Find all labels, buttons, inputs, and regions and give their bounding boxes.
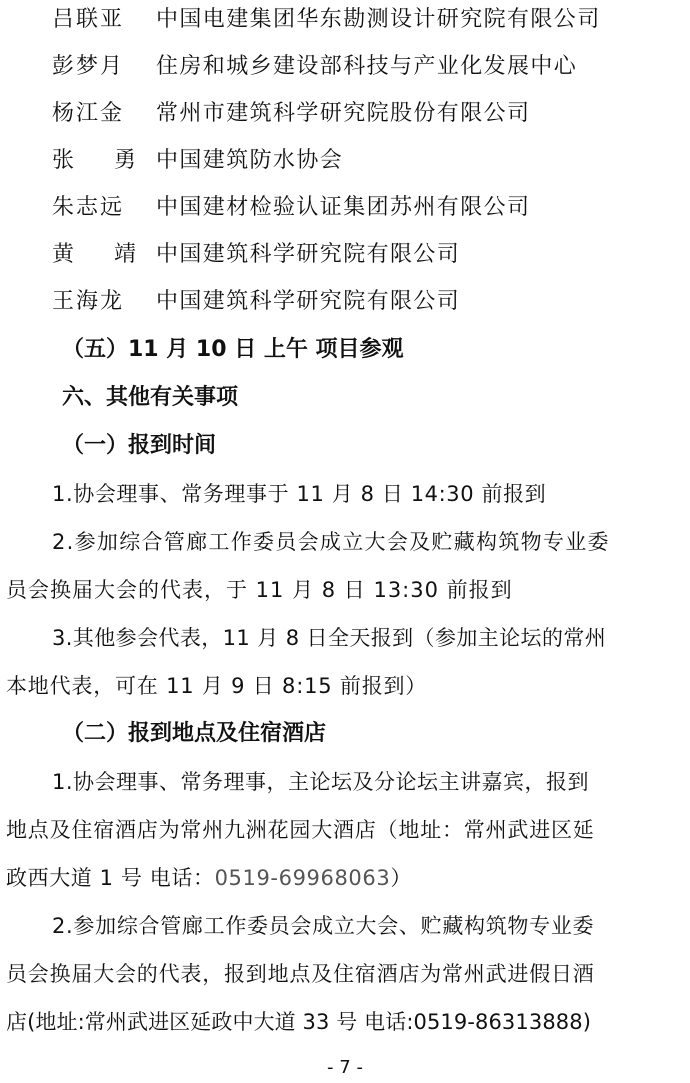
member-name: 彭梦月: [52, 54, 125, 79]
text-line: 地点及住宿酒店为常州九洲花园大酒店（地址：常州武进区延: [6, 818, 595, 842]
text-line: 2.参加综合管廊工作委员会成立大会及贮藏构筑物专业委: [52, 530, 610, 554]
text-line: 店(地址:常州武进区延政中大道 33 号 电话:0519-86313888): [6, 1010, 591, 1034]
section-heading: 六、其他有关事项: [62, 385, 239, 410]
member-name: 朱志远: [52, 195, 125, 220]
member-row: [0, 141, 690, 181]
member-name: 王海龙: [52, 289, 125, 314]
member-name: 张勇: [52, 148, 177, 173]
member-organization: 中国建筑防水协会: [156, 148, 344, 173]
member-row: [0, 94, 690, 134]
subsection-heading: （一）报到时间: [62, 433, 217, 458]
text-line: 员会换届大会的代表，于 11 月 8 日 13:30 前报到: [6, 578, 513, 602]
member-organization: 常州市建筑科学研究院股份有限公司: [156, 101, 531, 126]
schedule-item-heading: （五）11 月 10 日 上午 项目参观: [62, 337, 404, 362]
text-line: [6, 858, 412, 898]
text-line: 本地代表，可在 11 月 9 日 8:15 前报到）: [6, 674, 428, 698]
member-organization: 住房和城乡建设部科技与产业化发展中心: [156, 54, 578, 79]
member-name: 吕联亚: [52, 7, 125, 32]
text-line: 2.参加综合管廊工作委员会成立大会、贮藏构筑物专业委: [52, 914, 595, 938]
text-fragment: 政西大道 1 号 电话：: [6, 866, 215, 890]
member-row: [0, 0, 690, 40]
member-name: 杨江金: [52, 101, 125, 126]
member-row: [0, 47, 690, 87]
subsection-heading: （二）报到地点及住宿酒店: [62, 721, 327, 746]
member-name: 黄靖: [52, 242, 177, 267]
member-organization: 中国建筑科学研究院有限公司: [156, 242, 461, 267]
text-fragment: ）: [390, 866, 412, 890]
phone-number: 0519-69968063: [214, 866, 391, 890]
text-line: 3.其他参会代表，11 月 8 日全天报到（参加主论坛的常州: [52, 626, 607, 650]
member-row: [0, 235, 690, 275]
member-organization: 中国电建集团华东勘测设计研究院有限公司: [156, 7, 601, 32]
member-row: [0, 282, 690, 322]
member-organization: 中国建筑科学研究院有限公司: [156, 289, 461, 314]
text-line: 1.协会理事、常务理事于 11 月 8 日 14:30 前报到: [52, 482, 547, 506]
member-organization: 中国建材检验认证集团苏州有限公司: [156, 195, 531, 220]
text-line: 员会换届大会的代表，报到地点及住宿酒店为常州武进假日酒: [6, 962, 595, 986]
text-line: 1.协会理事、常务理事，主论坛及分论坛主讲嘉宾，报到: [52, 770, 590, 794]
member-row: [0, 188, 690, 228]
page-number: - 7 -: [327, 1057, 363, 1078]
